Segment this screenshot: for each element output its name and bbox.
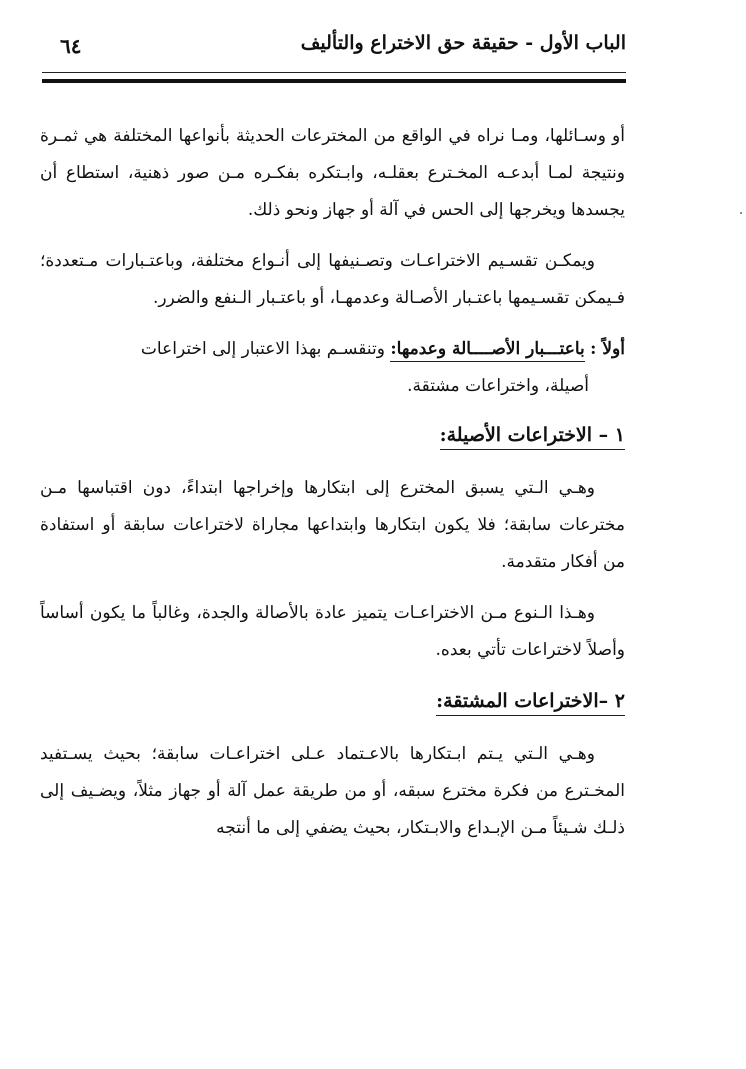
paragraph: وهـذا الـنوع مـن الاختراعـات يتميز عادة بالأصالة والجدة، وغالباً ما يكون أساساً وأصلاً لاختراعات تأتي بعده.	[40, 603, 625, 660]
page-number: ٦٤	[60, 34, 82, 58]
point-text: وتنقسـم بهذا الاعتبار إلى اختراعات	[140, 339, 385, 359]
header-rule-thin	[42, 72, 626, 73]
paragraph: وهـي الـتي يـتم ابـتكارها بالاعـتماد عـلى اختراعـات سابقة؛ بحيث يسـتفيد المخـترع من فكرة مخترع سبقه، أو من طريقة عمل آلة أو جهاز مثلاً، ويضـيف إلى ذلـك شـيئاً مـن الإبـداع والابـتكار، بحيث يضفي إلى ما أنتجه	[40, 744, 625, 838]
section-heading-original-inventions	[40, 417, 625, 454]
page-body	[40, 118, 625, 861]
chapter-title: الباب الأول - حقيقة حق الاختراع والتأليف	[300, 32, 626, 54]
scan-speck	[740, 212, 742, 214]
point-one	[40, 331, 625, 405]
point-label: أولاً :	[590, 339, 625, 359]
section-heading-text: ٢ –الاختراعات المشتقة:	[436, 690, 625, 716]
section-heading-derived-inventions	[40, 683, 625, 720]
point-one-first-line	[40, 331, 625, 368]
point-title: باعتـــبار الأصــــالة وعدمها:	[390, 339, 584, 362]
paragraph: وهـي الـتي يسبق المخترع إلى ابتكارها وإخراجها ابتداءً، دون اقتباسها مـن مخترعات سابقة؛ فلا يكون ابتكارها وابتداعها مجاراة لاختراعات سابقة أو استفادة من أفكار متقدمة.	[40, 478, 625, 572]
paragraph: ويمكـن تقسـيم الاختراعـات وتصـنيفها إلى أنـواع مختلفة، وباعتـبارات مـتعددة؛ فـيمكن تقسـيمها باعتـبار الأصـالة وعدمهـا، أو باعتـبار الـنفع والضرر.	[40, 251, 625, 308]
running-header	[38, 26, 626, 70]
point-continuation: أصيلة، واختراعات مشتقة.	[407, 376, 589, 396]
section-heading-text: ١ – الاختراعات الأصيلة:	[440, 424, 625, 450]
paragraph: أو وسـائلها، ومـا نراه في الواقع من المخترعات الحديثة بأنواعها المختلفة هي ثمـرة ونتيجة لمـا أبدعـه المخـترع بعقلـه، وابـتكره بفكـره مـن صور ذهنية، استطاع أن يجسدها ويخرجها إلى الحس في آلة أو جهاز ونحو ذلك.	[40, 126, 625, 220]
header-rule-thick	[42, 79, 626, 83]
